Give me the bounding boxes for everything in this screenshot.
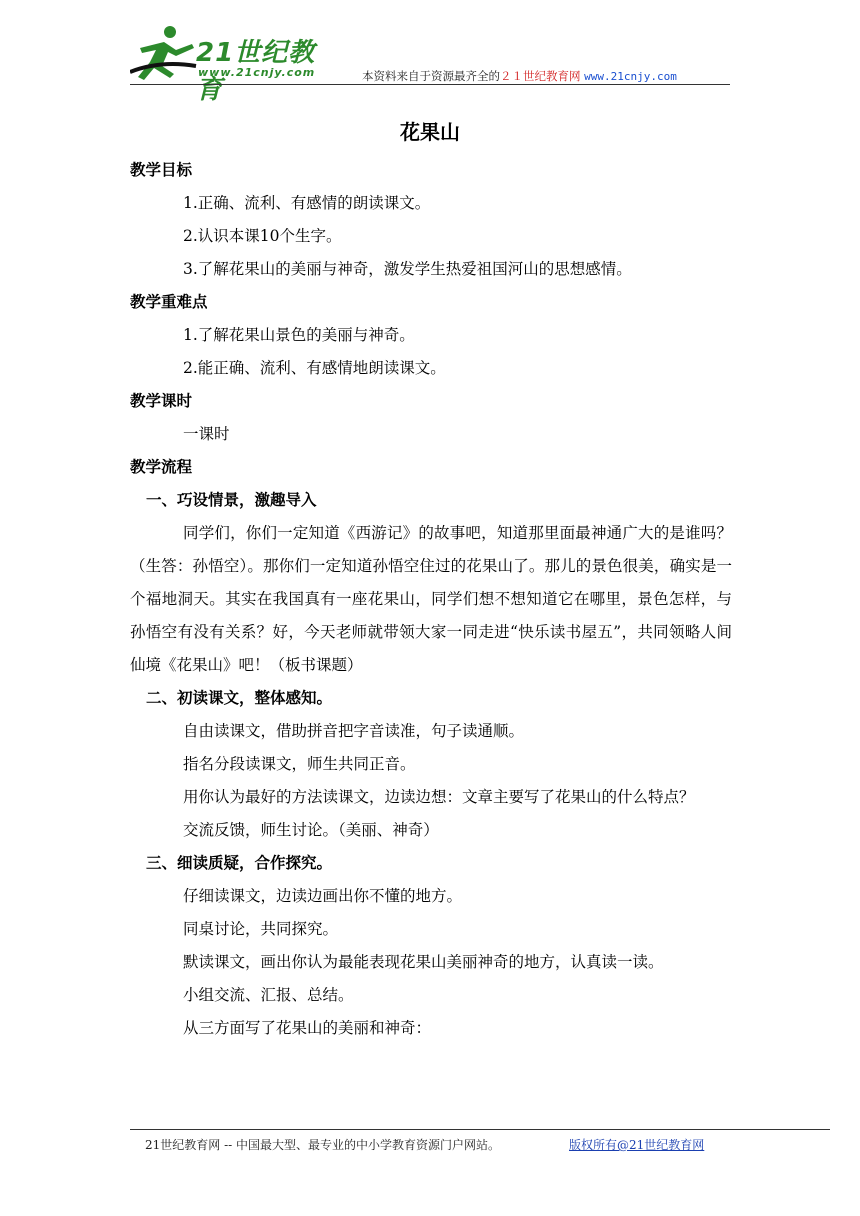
page-title: 花果山 xyxy=(400,120,460,144)
process-heading: 教学流程 xyxy=(130,458,193,476)
goal-item: 2.认识本课10个生字。 xyxy=(183,227,342,245)
tagline-site-name: ２１世纪教育网 xyxy=(500,69,581,83)
goals-heading: 教学目标 xyxy=(130,161,193,179)
step2-line: 自由读课文，借助拼音把字音读准，句子读通顺。 xyxy=(183,722,525,740)
logo xyxy=(130,22,340,105)
step2-line: 交流反馈，师生讨论。（美丽、神奇） xyxy=(183,821,439,839)
logo-url: www.21cnjy.com xyxy=(198,66,316,79)
key-point-item: 2.能正确、流利、有感情地朗读课文。 xyxy=(183,359,446,377)
tagline-prefix: 本资料来自于资源最齐全的 xyxy=(362,69,500,83)
header-divider xyxy=(130,84,730,85)
runner-logo-icon xyxy=(130,22,200,84)
copyright-link[interactable]: 版权所有@21世纪教育网 xyxy=(569,1138,705,1152)
goal-item: 3.了解花果山的美丽与神奇，激发学生热爱祖国河山的思想感情。 xyxy=(183,260,632,278)
step3-line: 从三方面写了花果山的美丽和神奇： xyxy=(183,1019,432,1037)
step3-line: 小组交流、汇报、总结。 xyxy=(183,986,354,1004)
footer-text: 21世纪教育网 -- 中国最大型、最专业的中小学教育资源门户网站。 xyxy=(145,1138,501,1152)
page-footer xyxy=(145,1136,705,1153)
step2-line: 指名分段读课文，师生共同正音。 xyxy=(183,755,416,773)
step2-heading: 二、初读课文，整体感知。 xyxy=(146,689,333,707)
logo-text: 21世纪教育 xyxy=(196,38,316,105)
header-tagline xyxy=(362,68,677,84)
document-body xyxy=(130,154,732,1045)
key-point-item: 1.了解花果山景色的美丽与神奇。 xyxy=(183,326,415,344)
step3-line: 同桌讨论，共同探究。 xyxy=(183,920,339,938)
step1-paragraph: 同学们，你们一定知道《西游记》的故事吧，知道那里面最神通广大的是谁吗？（生答：孙悟空）。那你们一定知道孙悟空住过的花果山了。那儿的景色很美，确实是一个福地洞天。其实在我国真有一座花果山，同学们想不想知道它在哪里，景色怎样，与孙悟空有没有关系？好，今天老师就带领大家一同走进“快乐读书屋五”，共同领略人间仙境《花果山》吧！（板书课题） xyxy=(130,524,732,674)
footer-divider xyxy=(130,1129,830,1130)
step3-line: 默读课文，画出你认为最能表现花果山美丽神奇的地方，认真读一读。 xyxy=(183,953,664,971)
goal-item: 1.正确、流利、有感情的朗读课文。 xyxy=(183,194,431,212)
step3-heading: 三、细读质疑，合作探究。 xyxy=(146,854,333,872)
step1-heading: 一、巧设情景，激趣导入 xyxy=(146,491,317,509)
page-header xyxy=(130,22,730,105)
key-points-heading: 教学重难点 xyxy=(130,293,208,311)
tagline-url[interactable]: www.21cnjy.com xyxy=(584,70,677,83)
step2-line: 用你认为最好的方法读课文，边读边想：文章主要写了花果山的什么特点？ xyxy=(183,788,695,806)
hours-heading: 教学课时 xyxy=(130,392,193,410)
hours-value: 一课时 xyxy=(183,425,230,443)
step3-line: 仔细读课文，边读边画出你不懂的地方。 xyxy=(183,887,463,905)
